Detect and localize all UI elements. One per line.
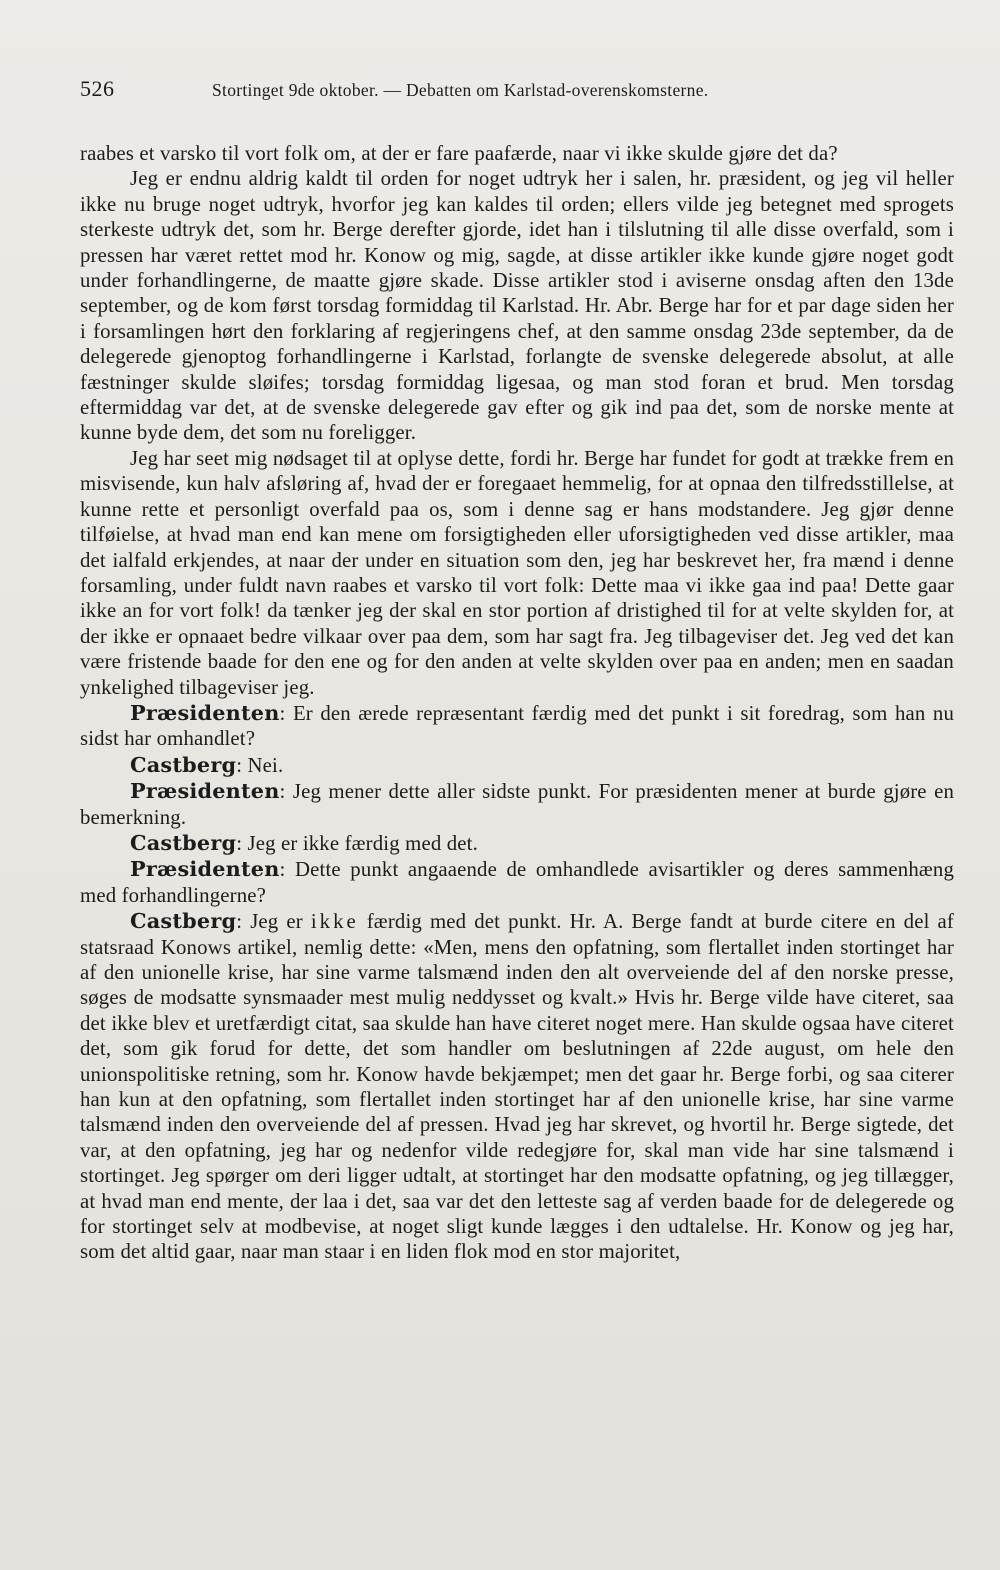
speech-paragraph (80, 700, 954, 752)
running-header (80, 76, 954, 116)
paragraph-text: Dette punkt angaaende de omhandlede avisartikler og deres sammenhæng med forhandlingerne? (80, 858, 955, 907)
speaker-name: Præsidenten (130, 699, 280, 725)
speech-paragraph (80, 752, 954, 778)
paragraph-text: færdig med det punkt. Hr. A. Berge fandt at burde citere en del af statsraad Konows artikel, nemlig dette: «Men, mens den opfatning, som flertallet inden stortinget har af den unionelle krise, har sine varme talsmænd inden den alt overveiende del af den norske presse, søges de modsatte synsmaader mest mulig neddysset og kvalt.» Hvis hr. Berge vilde have citeret, saa det ikke blev et uretfærdigt citat, saa skulde han have citeret noget mere. Han skulde ogsaa have citeret det, som gik forud for dette, det som handler om beslutningen af 22de august, om hele den unionspolitiske retning, som hr. Konow havde bekjæmpet; men det gaar hr. Berge forbi, og saa citerer han kun at den opfatning, som flertallet inden stortinget har af den unionelle krise, har sine varme talsmænd inden den overveiende del af pressen. Hvad jeg har skrevet, og hvortil hr. Berge sigtede, det var, at den opfatning, jeg har og nedenfor vilde redegjøre for, skal man vide har sine talsmænd i stortinget. Jeg spørger om deri ligger udtalt, at stortinget har den modsatte opfatning, og jeg tillægger, at hvad man end mente, der laa i det, saa var det den letteste sag af verden baade for de delegerede og for stortinget selv at modbevise, at noget sligt kunde lægges i den udtalelse. Hr. Konow og jeg har, som det altid gaar, naar man staar i en liden flok mod en stor majoritet, (80, 910, 955, 1264)
speaker-colon: : (236, 753, 248, 777)
speaker-name: Præsidenten (130, 778, 280, 804)
paragraph-text: Nei. (247, 753, 284, 777)
spaced-emphasis: ikke (310, 910, 359, 934)
speaker-name: Præsidenten (130, 856, 280, 882)
speaker-colon: : (236, 910, 251, 934)
speaker-name: Castberg (130, 829, 237, 855)
speech-paragraph (80, 908, 954, 1265)
page-number: 526 (80, 76, 115, 101)
paragraph-text: Jeg er ikke færdig med det. (247, 831, 478, 855)
speaker-colon: : (279, 858, 295, 882)
paragraph-continuation (80, 141, 954, 166)
paragraph-text: Jeg har seet mig nødsaget til at oplyse dette, fordi hr. Berge har fundet for godt at trække frem en misvisende, kun halv afsløring af, hvad der er foregaaet hemmelig, for at opnaa den tilfredsstillelse, at kunne rette et personligt overfald paa os, som i denne sag er hans modstandere. Jeg gjør denne tilføielse, at hvad man end kan mene om forsigtigheden eller uforsigtigheden ved disse artikler, maa det ialfald erkjendes, at naar der under en situation som den, jeg har beskrevet her, fra mænd i denne forsamling, under fuldt navn raabes et varsko til vort folk: Dette maa vi ikke gaa ind paa! Dette gaar ikke an for vort folk! da tænker jeg der skal en stor portion af dristighed til for at velte skylden for, at der ikke er opnaaet bedre vilkaar over paa dem, som har sagt fra. Jeg tilbageviser det. Jeg ved det kan være fristende baade for den ene og for den anden at velte skylden over paa en anden; men en saadan ynkelighed tilbageviser jeg. (80, 446, 954, 699)
body-text (80, 141, 954, 1265)
speaker-name: Castberg (130, 908, 237, 934)
paragraph-text: Jeg mener dette aller sidste punkt. For præsidenten mener at burde gjøre en bemerkning. (80, 780, 955, 829)
speaker-name: Castberg (130, 751, 237, 777)
paragraph-text: Jeg er endnu aldrig kaldt til orden for noget udtryk her i salen, hr. præsident, og jeg vil heller ikke nu bruge noget udtryk, hvorfor jeg kan kaldes til orden; ellers vilde jeg betegnet med sprogets sterkeste udtryk det, som hr. Berge derefter gjorde, idet han i tilslutning til alle disse overfald, som i pressen har været rettet mod hr. Konow og mig, sagde, at disse artikler ikke kunde gjøre noget godt under forhandlingerne, de maatte gjøre skade. Disse artikler stod i aviserne onsdag aften den 13de september, og de kom først torsdag formiddag til Karlstad. Hr. Abr. Berge har for et par dage siden her i forsamlingen hørt den forklaring af regjeringens chef, at den samme onsdag 23de september, da de delegerede gjenoptog forhandlingerne i Karlstad, forlangte de svenske delegerede absolut, at alle fæstninger skulde sløifes; torsdag formiddag ligesaa, og man stod foran et brud. Men torsdag eftermiddag var det, at de svenske delegerede gav efter og gik ind paa det, som de norske mente at kunne byde dem, det som nu foreligger. (80, 167, 954, 445)
speech-paragraph (80, 830, 954, 856)
paragraph (80, 166, 954, 445)
paragraph-text: raabes et varsko til vort folk om, at der er fare paafærde, naar vi ikke skulde gjøre det da? (80, 142, 838, 165)
paragraph-text: Er den ærede repræsentant færdig med det punkt i sit foredrag, som han nu sidst har omhandlet? (80, 701, 955, 751)
paragraph (80, 446, 954, 700)
paragraph-text-lead: Jeg er (250, 910, 311, 934)
running-title: Stortinget 9de oktober. — Debatten om Karlstad-overenskomsterne. (212, 80, 709, 100)
speaker-colon: : (236, 831, 248, 855)
speech-paragraph (80, 856, 954, 908)
speech-paragraph (80, 778, 954, 830)
speaker-colon: : (279, 701, 293, 725)
speaker-colon: : (279, 780, 293, 804)
